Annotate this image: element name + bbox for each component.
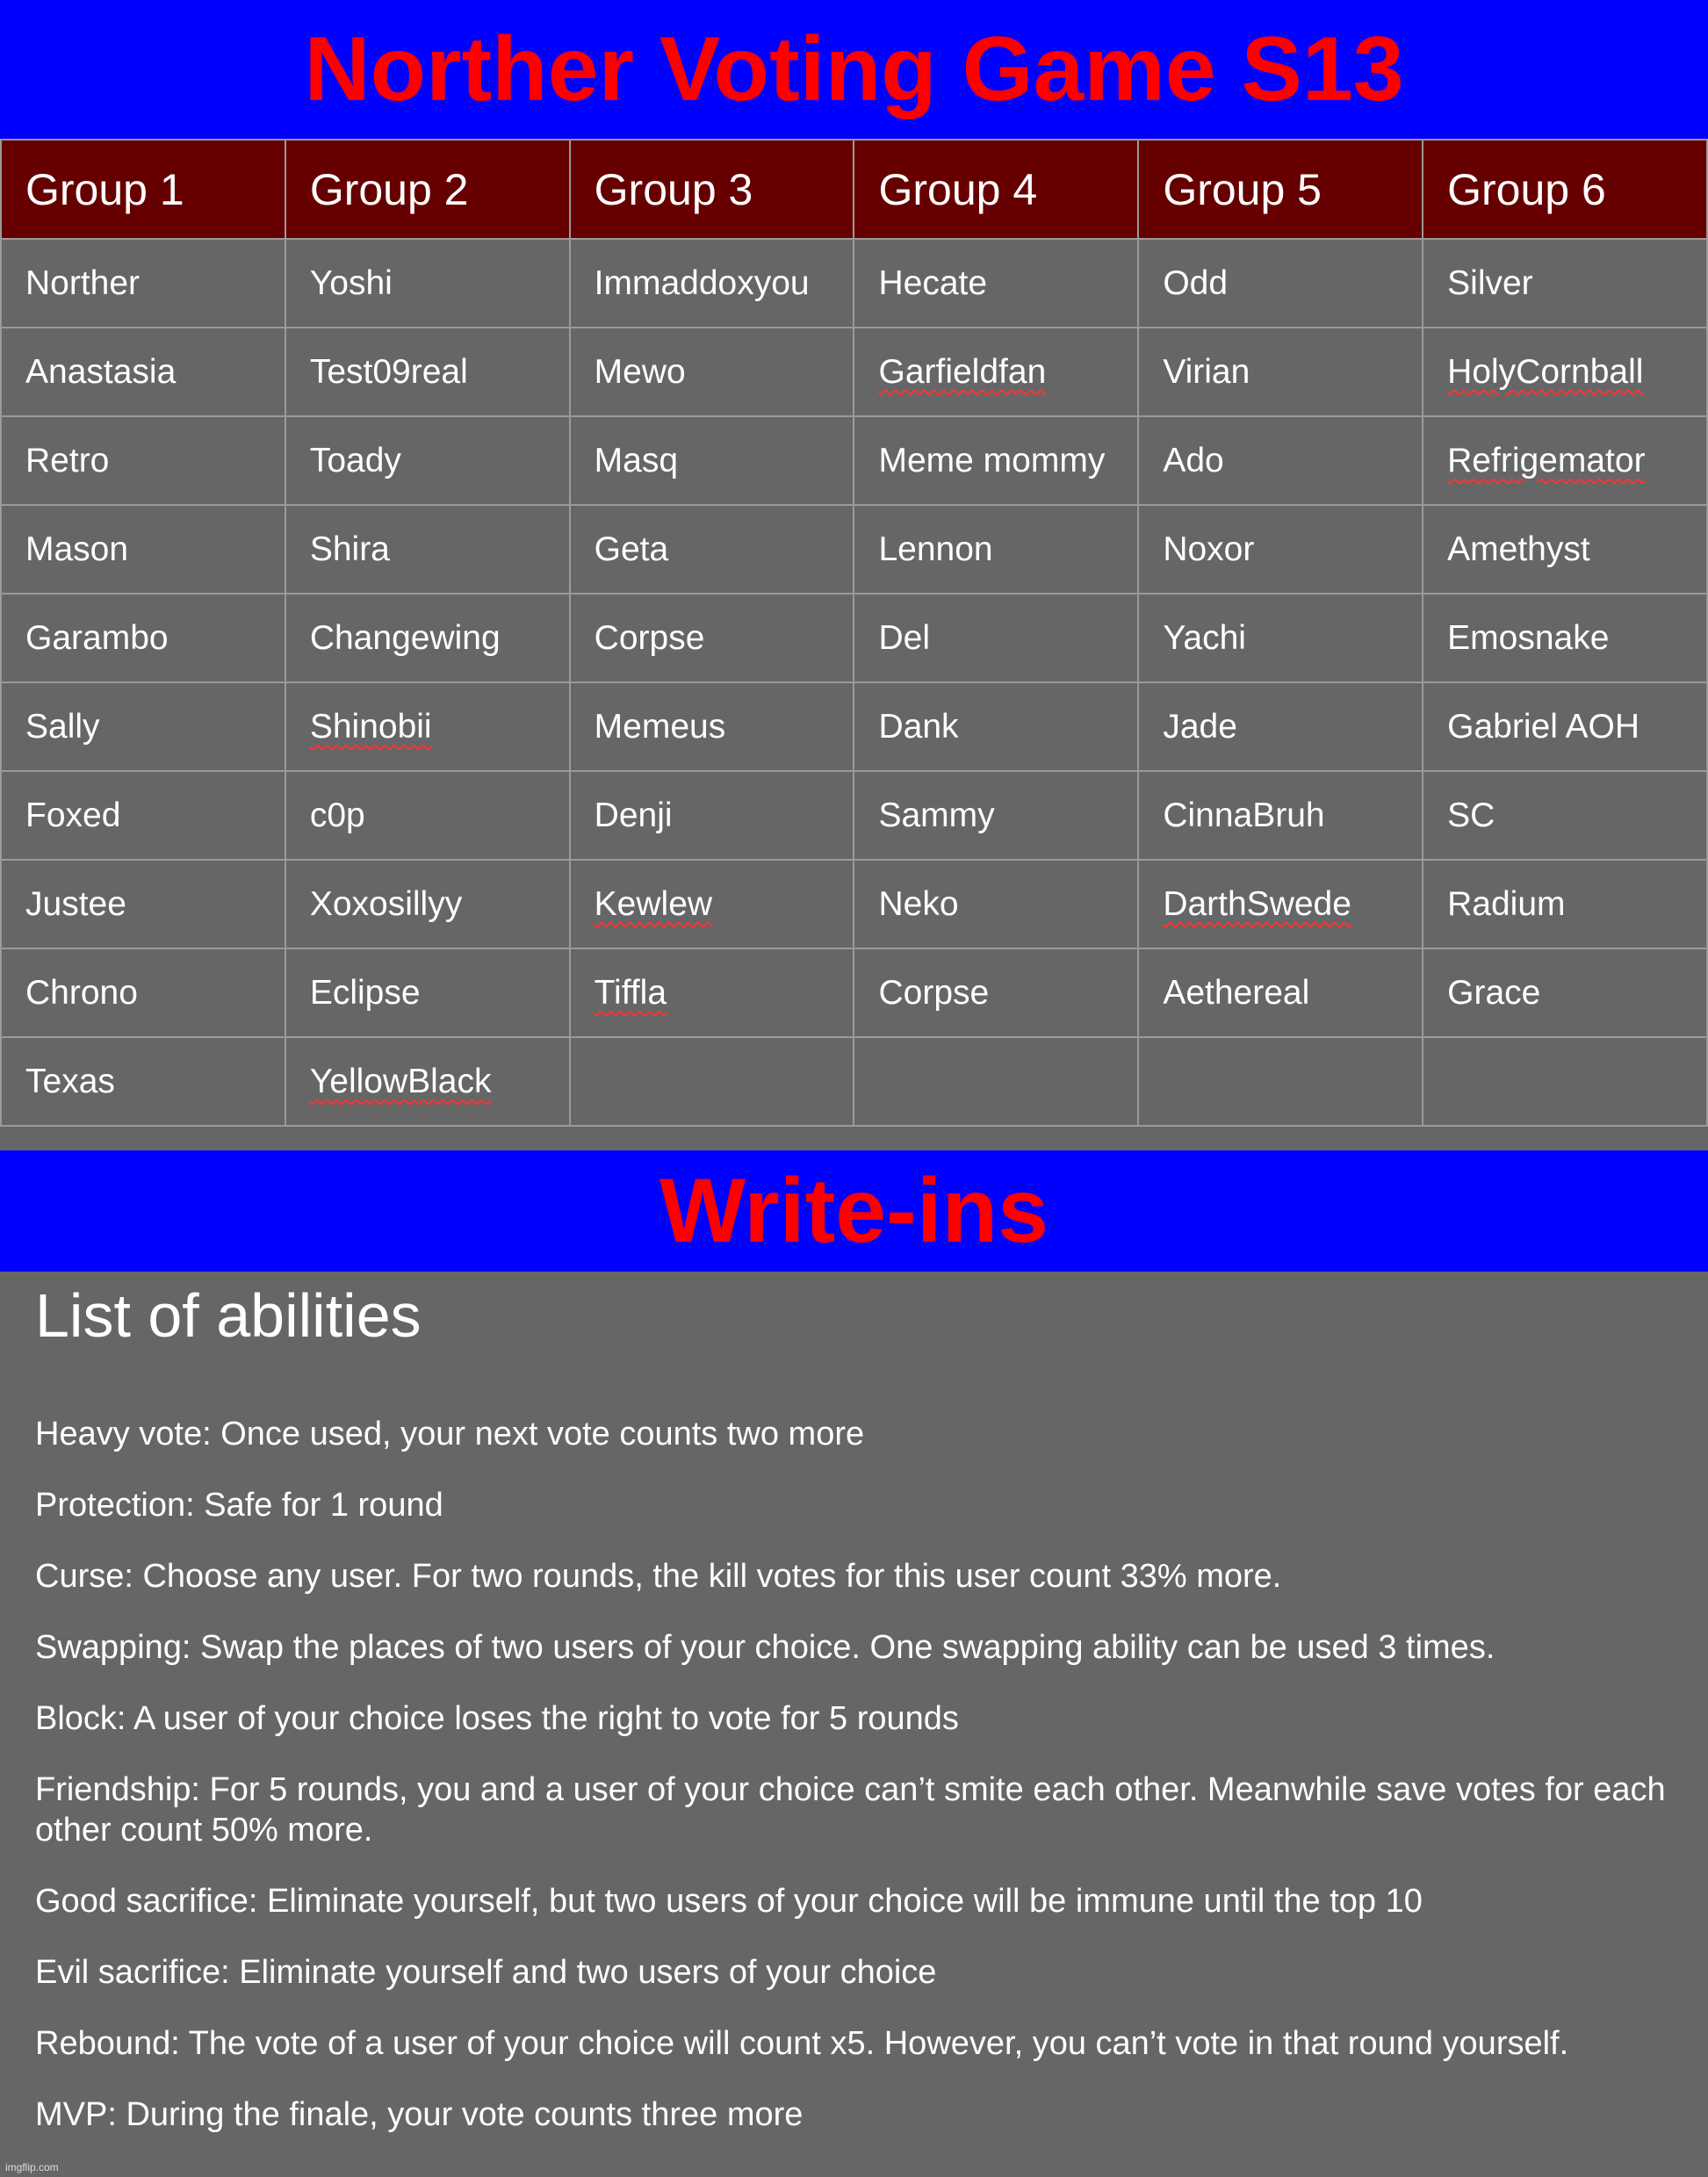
group-1-header: Group 1 <box>1 140 285 239</box>
player-name: Mewo <box>594 352 686 391</box>
player-name: Aethereal <box>1163 973 1310 1012</box>
table-cell <box>285 239 570 328</box>
player-name: YellowBlack <box>309 1062 492 1100</box>
watermark: imgflip.com <box>5 2161 59 2173</box>
table-cell <box>1138 239 1423 328</box>
player-name: Garambo <box>25 618 169 657</box>
player-name: Refrigemator <box>1447 441 1646 479</box>
table-cell <box>1423 328 1707 416</box>
ability-item: Curse: Choose any user. For two rounds, the kill votes for this user count 33% more. <box>35 1558 1282 1595</box>
table-cell <box>285 594 570 682</box>
player-name: Test09real <box>309 352 468 391</box>
ability-item: Protection: Safe for 1 round <box>35 1487 443 1524</box>
group-2-header: Group 2 <box>285 140 570 239</box>
player-name: Immaddoxyou <box>594 263 810 302</box>
ability-list <box>35 1414 1695 2135</box>
player-name: Chrono <box>25 973 138 1012</box>
player-name: Grace <box>1447 973 1541 1012</box>
table-cell <box>285 771 570 860</box>
player-name: Denji <box>594 796 673 834</box>
player-name: Texas <box>25 1062 115 1100</box>
group-5-header: Group 5 <box>1138 140 1423 239</box>
ability-item: Block: A user of your choice loses the right to vote for 5 rounds <box>35 1700 959 1737</box>
table-cell <box>854 416 1138 505</box>
writeins-title: Write-ins <box>659 1160 1049 1262</box>
table-cell <box>1423 594 1707 682</box>
table-cell <box>854 682 1138 771</box>
table-cell <box>1 1037 285 1126</box>
table-cell <box>285 328 570 416</box>
player-name: Masq <box>594 441 679 479</box>
table-cell <box>854 239 1138 328</box>
player-name: Dank <box>878 707 959 746</box>
table-cell <box>1 860 285 948</box>
abilities-heading: List of abilities <box>35 1281 422 1350</box>
player-name: Amethyst <box>1447 530 1590 568</box>
table-cell <box>570 328 854 416</box>
group-6-header: Group 6 <box>1423 140 1707 239</box>
table-cell <box>1 682 285 771</box>
player-name: Norther <box>25 263 141 302</box>
player-name: Geta <box>594 530 669 568</box>
player-name: Justee <box>25 884 126 923</box>
player-name: Kewlew <box>594 884 713 923</box>
table-row <box>1 682 1707 771</box>
player-name: SC <box>1447 796 1495 834</box>
table-row <box>1 771 1707 860</box>
player-name: Yoshi <box>309 263 393 302</box>
table-cell <box>570 771 854 860</box>
player-name: Emosnake <box>1447 618 1610 657</box>
table-cell <box>854 860 1138 948</box>
table-cell <box>285 505 570 594</box>
abilities-section <box>35 1272 1695 2166</box>
ability-item: Swapping: Swap the places of two users of your choice. One swapping ability can be used 3 times. <box>35 1629 1495 1666</box>
table-row <box>1 594 1707 682</box>
table-cell <box>854 505 1138 594</box>
table-cell <box>1138 682 1423 771</box>
table-cell <box>570 505 854 594</box>
table-body <box>1 239 1707 1126</box>
group-4-header: Group 4 <box>854 140 1138 239</box>
table-cell <box>1 948 285 1037</box>
table-row <box>1 416 1707 505</box>
player-name: c0p <box>309 796 365 834</box>
table-cell <box>1138 594 1423 682</box>
table-row <box>1 328 1707 416</box>
table-cell <box>570 416 854 505</box>
table-row <box>1 239 1707 328</box>
title-banner <box>0 0 1708 139</box>
player-name: Sally <box>25 707 100 746</box>
table-cell <box>1138 328 1423 416</box>
table-cell <box>1 594 285 682</box>
table-cell <box>570 860 854 948</box>
table-cell <box>570 594 854 682</box>
player-name: Sammy <box>878 796 995 834</box>
player-name: Retro <box>25 441 110 479</box>
table-cell <box>1423 682 1707 771</box>
writeins-banner <box>0 1150 1708 1272</box>
table-cell <box>1 505 285 594</box>
player-name: Corpse <box>878 973 990 1012</box>
table-cell <box>1 239 285 328</box>
player-name: Mason <box>25 530 129 568</box>
table-cell <box>285 416 570 505</box>
player-name: Odd <box>1163 263 1229 302</box>
player-name: Eclipse <box>309 973 421 1012</box>
table-cell <box>285 1037 570 1126</box>
player-name: Corpse <box>594 618 705 657</box>
player-name: DarthSwede <box>1163 884 1351 923</box>
player-name: Memeus <box>594 707 726 746</box>
groups-table <box>0 139 1708 1127</box>
ability-item: Evil sacrifice: Eliminate yourself and two users of your choice <box>35 1954 937 1991</box>
player-name: Foxed <box>25 796 121 834</box>
table-cell <box>285 682 570 771</box>
table-cell <box>570 682 854 771</box>
table-cell <box>1423 771 1707 860</box>
player-name: Radium <box>1447 884 1566 923</box>
ability-item: MVP: During the finale, your vote counts three more <box>35 2096 804 2133</box>
table-row <box>1 505 1707 594</box>
table-cell <box>1423 239 1707 328</box>
player-name: Meme mommy <box>878 441 1106 479</box>
table-cell <box>1423 416 1707 505</box>
table-cell <box>1 771 285 860</box>
table-cell <box>1 328 285 416</box>
table-row <box>1 948 1707 1037</box>
player-name: Silver <box>1447 263 1533 302</box>
table-cell <box>570 1037 854 1126</box>
player-name: Xoxosillyy <box>309 884 463 923</box>
ability-item: Rebound: The vote of a user of your choice will count x5. However, you can’t vote in that round yourself. <box>35 2025 1569 2062</box>
table-cell <box>285 860 570 948</box>
table-cell <box>570 239 854 328</box>
player-name: CinnaBruh <box>1163 796 1325 834</box>
table-cell <box>1423 505 1707 594</box>
table-cell <box>1423 1037 1707 1126</box>
table-header-row <box>1 140 1707 239</box>
table-cell <box>1138 948 1423 1037</box>
ability-item: Good sacrifice: Eliminate yourself, but two users of your choice will be immune until the top 10 <box>35 1883 1423 1920</box>
player-name: HolyCornball <box>1447 352 1644 391</box>
table-cell <box>1423 948 1707 1037</box>
table-cell <box>1138 771 1423 860</box>
player-name: Garfieldfan <box>878 352 1047 391</box>
player-name: Tiffla <box>594 973 667 1012</box>
player-name: Shinobii <box>309 707 432 746</box>
player-name: Anastasia <box>25 352 177 391</box>
player-name: Virian <box>1163 352 1250 391</box>
table-cell <box>1138 860 1423 948</box>
table-cell <box>570 948 854 1037</box>
ability-item: Heavy vote: Once used, your next vote counts two more <box>35 1416 865 1453</box>
player-name: Toady <box>309 441 401 479</box>
player-name: Del <box>878 618 931 657</box>
ability-item: Friendship: For 5 rounds, you and a user of your choice can’t smite each other. Meanwhile save votes for each other count 50% more. <box>35 1771 1666 1849</box>
table-row <box>1 1037 1707 1126</box>
table-cell <box>1138 1037 1423 1126</box>
player-name: Changewing <box>309 618 501 657</box>
player-name: Hecate <box>878 263 988 302</box>
table-cell <box>1138 416 1423 505</box>
table-cell <box>285 948 570 1037</box>
table-row <box>1 860 1707 948</box>
player-name: Shira <box>309 530 390 568</box>
player-name: Lennon <box>878 530 993 568</box>
group-3-header: Group 3 <box>570 140 854 239</box>
table-cell <box>854 1037 1138 1126</box>
player-name: Neko <box>878 884 959 923</box>
player-name: Gabriel AOH <box>1447 707 1640 746</box>
player-name: Yachi <box>1163 618 1246 657</box>
table-cell <box>1138 505 1423 594</box>
player-name: Ado <box>1163 441 1224 479</box>
table-cell <box>854 771 1138 860</box>
table-cell <box>854 948 1138 1037</box>
player-name: Noxor <box>1163 530 1255 568</box>
table-cell <box>854 328 1138 416</box>
table-cell <box>1423 860 1707 948</box>
table-cell <box>854 594 1138 682</box>
page-title: Norther Voting Game S13 <box>304 18 1404 120</box>
table-cell <box>1 416 285 505</box>
player-name: Jade <box>1163 707 1237 746</box>
